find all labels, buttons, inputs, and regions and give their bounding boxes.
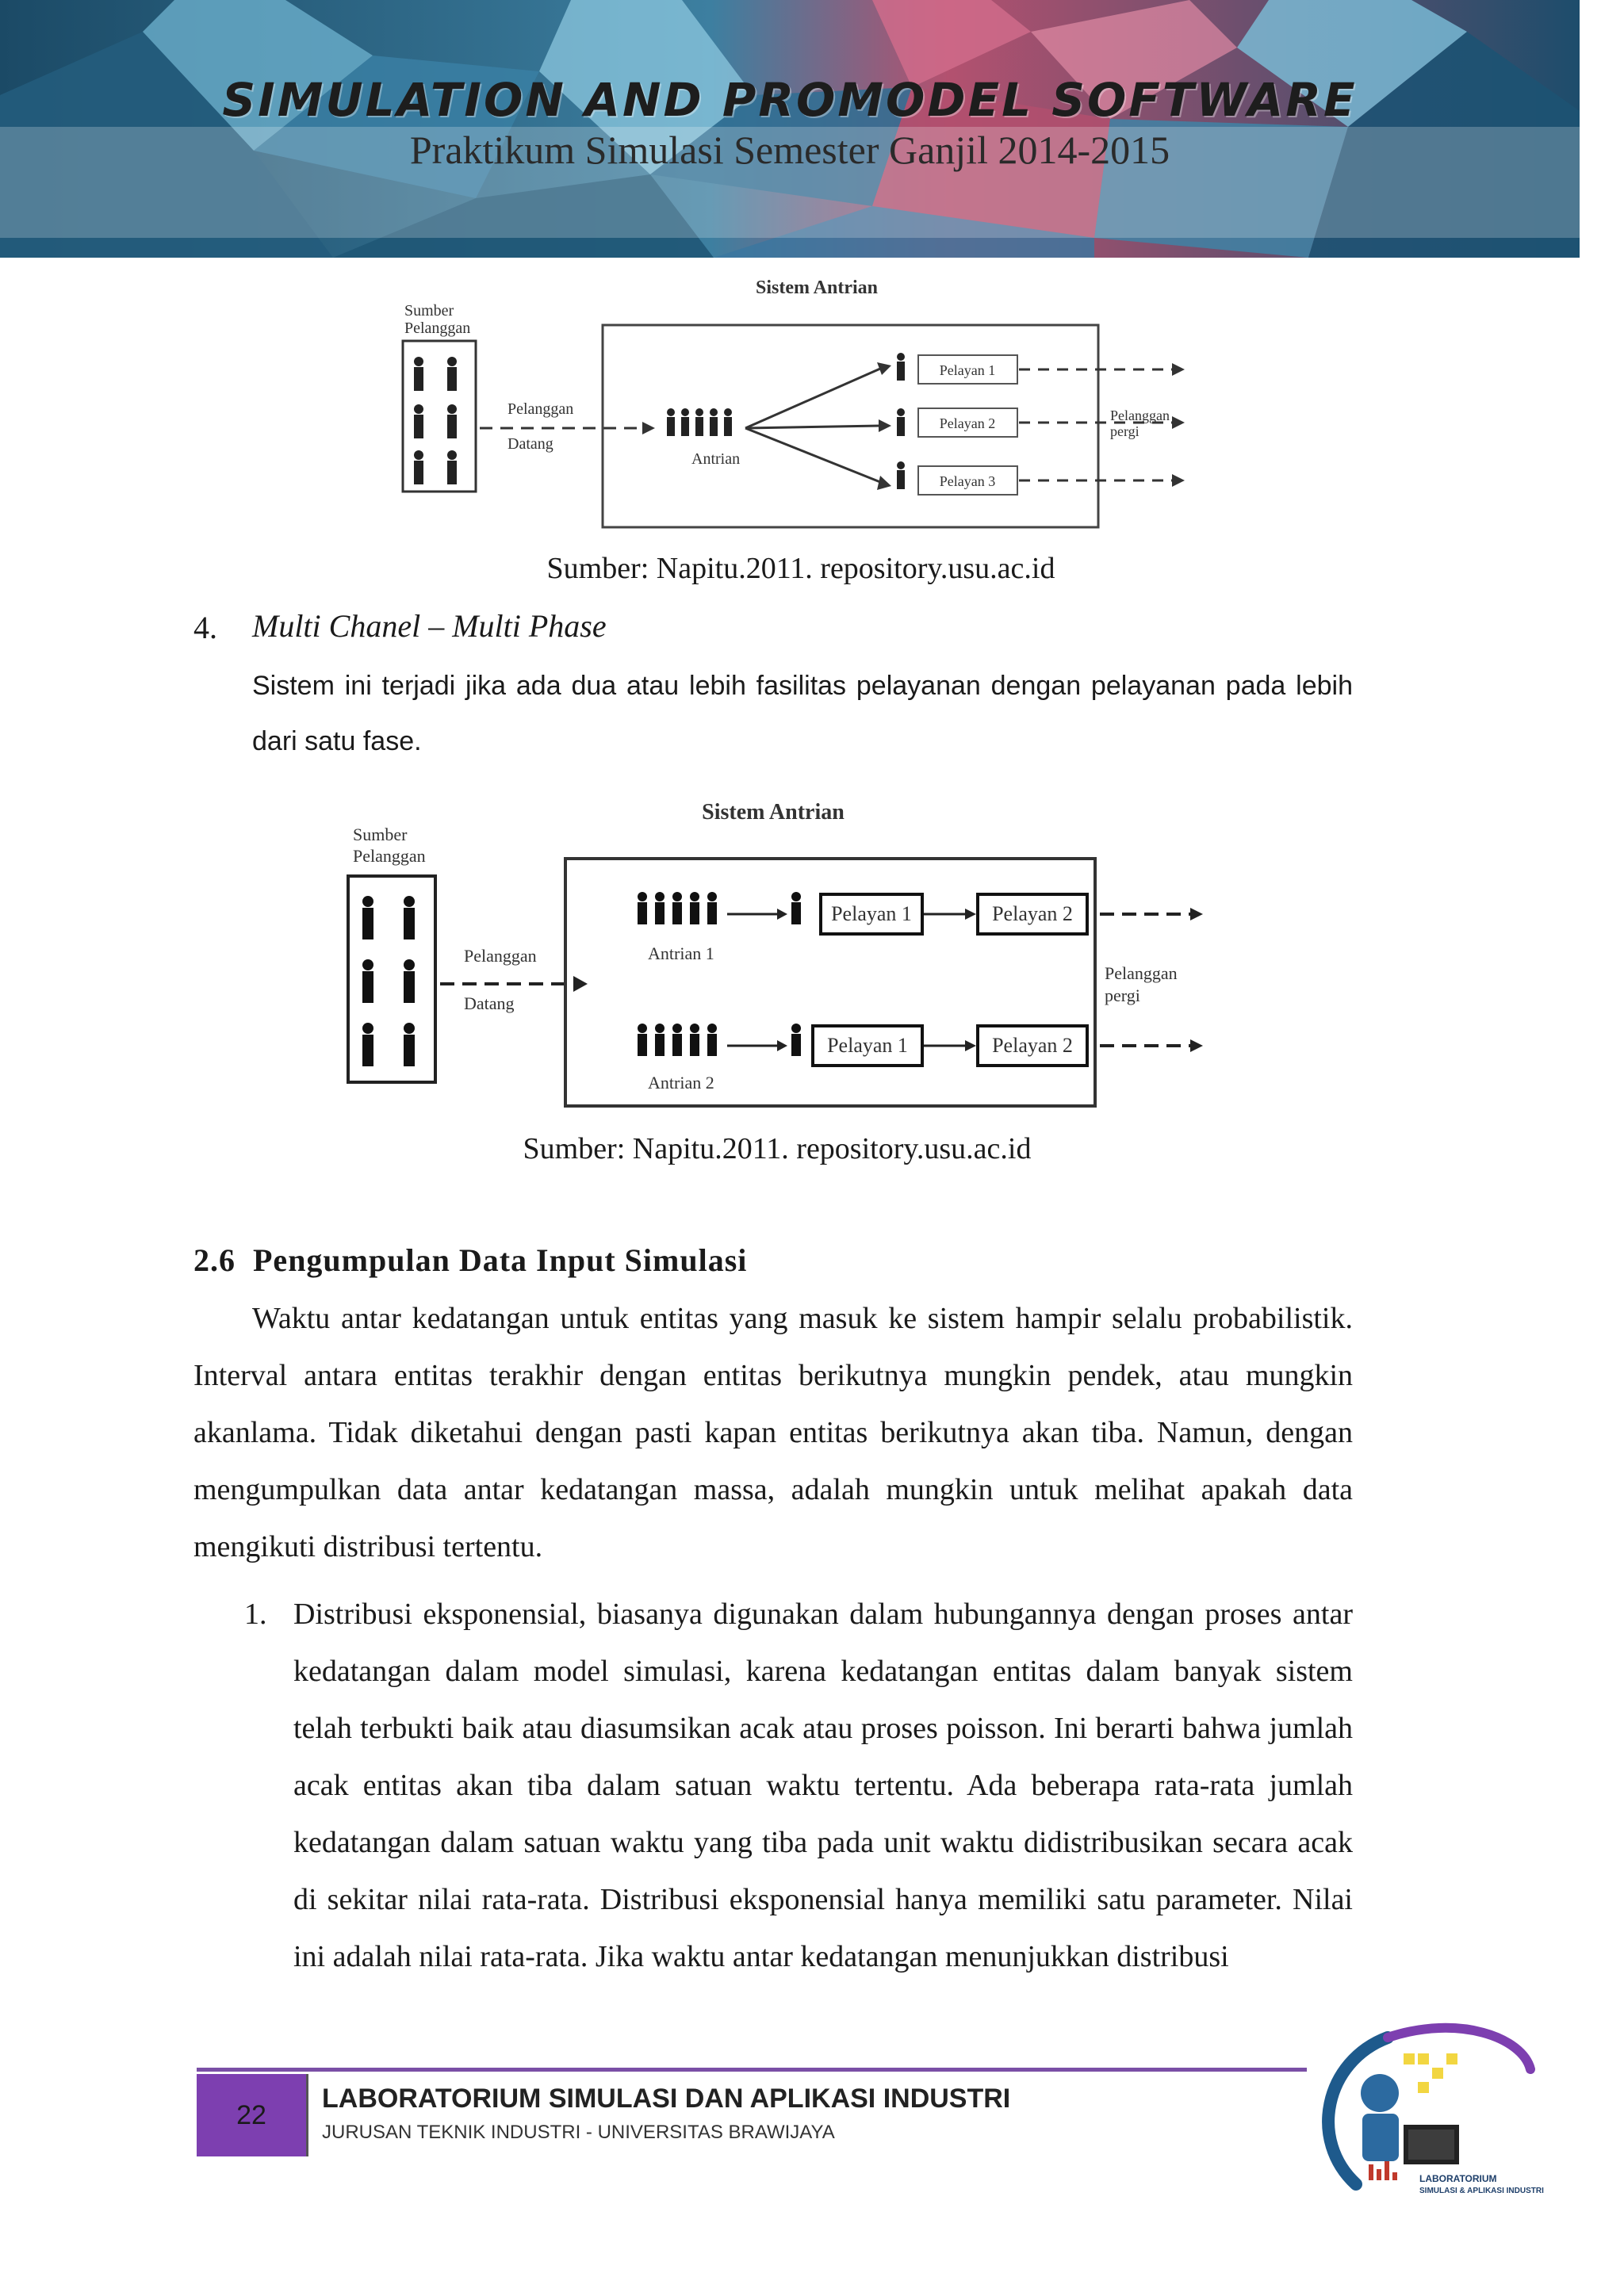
- figure2-queue1-label: Antrian 1: [648, 943, 714, 963]
- footer-rule: [197, 2068, 1307, 2072]
- figure1-server-3-label: Pelayan 3: [939, 473, 996, 489]
- figure-multi-channel-multi-phase: [337, 789, 1217, 1122]
- footer-divider: [306, 2074, 308, 2156]
- banner-title: SIMULATION AND PROMODEL SOFTWARE: [222, 73, 1358, 127]
- figure2-source-people: [362, 896, 415, 1066]
- figure2-source-line1: Sumber: [353, 825, 408, 844]
- logo-text-line1: LABORATORIUM: [1419, 2173, 1497, 2184]
- figure2-row1-server-2: [978, 894, 1087, 934]
- figure1-server-1-label: Pelayan 1: [939, 362, 996, 378]
- section4-number: 4.: [193, 610, 217, 645]
- logo-text-line2: SIMULASI & APLIKASI INDUSTRI: [1419, 2187, 1544, 2195]
- figure2-row1-server-2-label: Pelayan 2: [992, 902, 1073, 925]
- figure2-source-box: [348, 876, 435, 1082]
- figure2-arrive-line2: Datang: [464, 993, 515, 1013]
- figure1-server-2: [918, 408, 1017, 437]
- figure2-leave-line2: pergi: [1105, 985, 1140, 1005]
- figure1-queue-people: [667, 408, 732, 436]
- figure1-arrive-line1: Pelanggan: [508, 400, 574, 418]
- figure1-leave-line1: Pelanggan: [1110, 408, 1170, 423]
- figure1-source-box: [403, 341, 476, 492]
- figure1-queue-label: Antrian: [691, 450, 741, 468]
- list-item-1-text: Distribusi eksponensial, biasanya digunakan dalam hubungannya dengan proses antar kedatangan dalam model simulasi, karena kedatangan entitas dalam banyak sistem telah terbukti baik atau diasumsikan acak atau proses poisson. Ini berarti bahwa jumlah acak entitas akan tiba dalam satuan waktu tertentu. Ada beberapa rata-rata jumlah kedatangan dalam satuan waktu yang tiba pada unit waktu didistribusikan secara acak di sekitar nilai rata-rata. Distribusi eksponensial hanya memiliki satu parameter. Nilai ini adalah nilai rata-rata. Jika waktu antar kedatangan menunjukkan distribusi: [293, 1598, 1353, 1973]
- header-banner: [0, 0, 1580, 258]
- section-paragraph: Waktu antar kedatangan untuk entitas yang masuk ke sistem hampir selalu probabilistik. Interval antara entitas terakhir dengan entitas berikutnya mungkin pendek, atau mungkin akanlama. Tidak diketahui dengan pasti kapan entitas berikutnya akan tiba. Namun, dengan mengumpulkan data antar kedatangan massa, adalah mungkin untuk melihat apakah data mengikuti distribusi tertentu.: [193, 1302, 1353, 1563]
- banner-subtitle: Praktikum Simulasi Semester Ganjil 2014-2015: [409, 128, 1170, 172]
- page-number: 22: [236, 2100, 266, 2130]
- figure2-caption: Sumber: Napitu.2011. repository.usu.ac.id: [523, 1132, 1032, 1165]
- figure2-queue2-label: Antrian 2: [648, 1073, 714, 1093]
- figure1-server-people: [897, 353, 905, 489]
- figure2-row2-server-1: [813, 1026, 922, 1066]
- figure1-source-people: [414, 357, 457, 484]
- figure1-caption: Sumber: Napitu.2011. repository.usu.ac.id: [546, 552, 1055, 585]
- figure1-leave-line2: pergi: [1110, 423, 1139, 439]
- section4-title: Multi Chanel – Multi Phase: [252, 608, 607, 644]
- footer-lab-name: LABORATORIUM SIMULASI DAN APLIKASI INDUSTRI: [322, 2084, 1011, 2114]
- figure1-server-3: [918, 466, 1017, 495]
- figure2-queue1-people: [638, 892, 717, 924]
- figure1-source-line1: Sumber: [404, 302, 454, 320]
- figure1-source-line2: Pelanggan: [404, 320, 471, 337]
- figure1-server-1: [918, 355, 1017, 384]
- list-item-1-number: 1.: [244, 1598, 267, 1631]
- figure2-row2-server-1-label: Pelayan 1: [827, 1034, 908, 1057]
- lab-logo: [1293, 2006, 1554, 2196]
- footer-department: JURUSAN TEKNIK INDUSTRI - UNIVERSITAS BRAWIJAYA: [322, 2122, 835, 2143]
- figure1-arrive-line2: Datang: [508, 435, 553, 453]
- figure2-row1-server-1-label: Pelayan 1: [831, 902, 912, 925]
- section-heading: 2.6 Pengumpulan Data Input Simulasi: [193, 1242, 748, 1278]
- figure2-leave-line1: Pelanggan: [1105, 963, 1178, 983]
- figure2-arrive-line1: Pelanggan: [464, 946, 537, 966]
- figure1-server-2-label: Pelayan 2: [939, 415, 996, 431]
- figure1-title: Sistem Antrian: [755, 277, 879, 298]
- figure-multi-channel-single-phase: [381, 262, 1221, 539]
- figure2-row1-server-1: [821, 894, 922, 934]
- figure2-queue2-people: [638, 1024, 717, 1056]
- figure2-row2-server-2-label: Pelayan 2: [992, 1034, 1073, 1057]
- section4-text: Sistem ini terjadi jika ada dua atau lebih fasilitas pelayanan dengan pelayanan pada lebih dari satu fase.: [252, 671, 1353, 756]
- figure2-source-line2: Pelanggan: [353, 846, 426, 866]
- figure2-row2-server-2: [978, 1026, 1087, 1066]
- figure2-title: Sistem Antrian: [702, 800, 845, 825]
